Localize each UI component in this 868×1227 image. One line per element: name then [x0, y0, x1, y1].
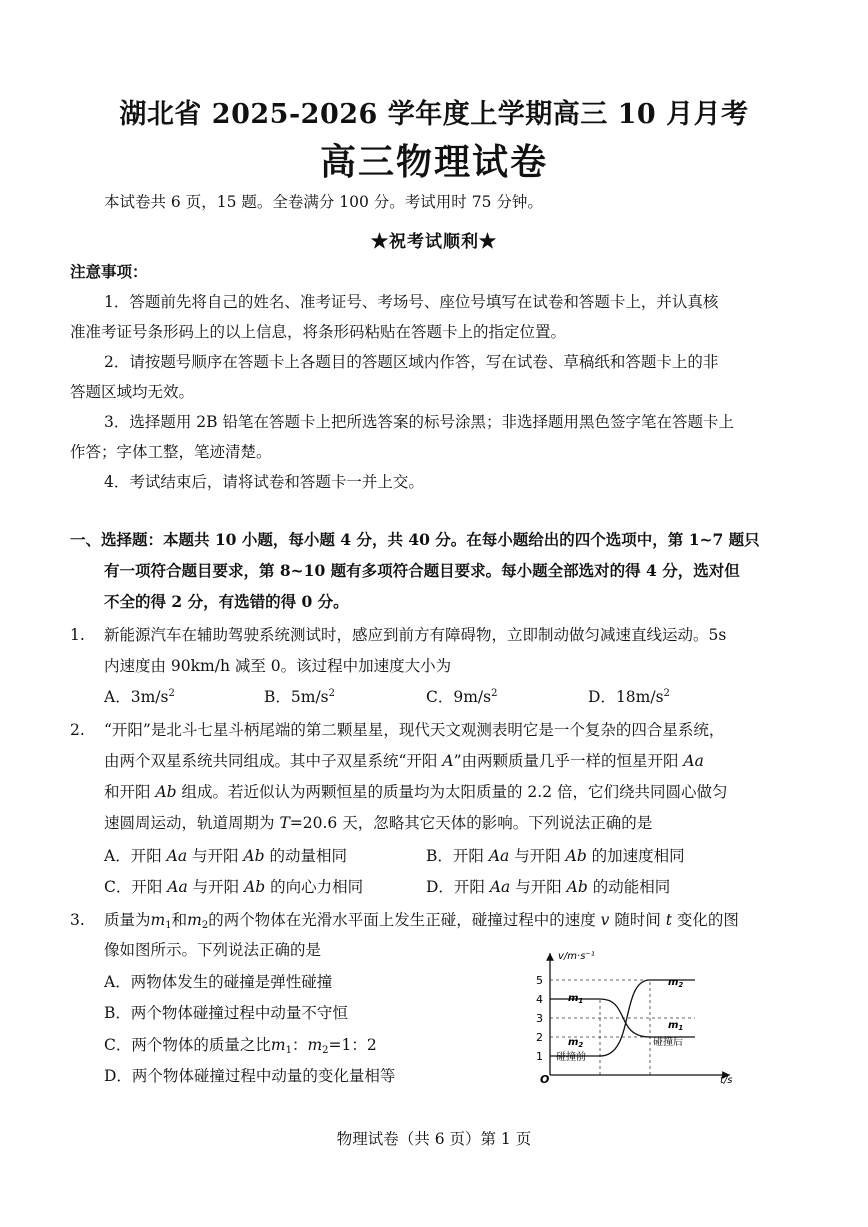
option-d: D．$18m/s^2$: [588, 688, 670, 706]
notice-line: 2．请按题号顺序在答题卡上各题目的答题区域内作答，写在试卷、草稿纸和答题卡上的非: [104, 353, 719, 371]
notice-line: 答题区域均无效。: [70, 383, 195, 401]
question-text: “开阳”是北斗七星斗柄尾端的第二颗星星，现代天文观测表明它是一个复杂的四合星系统，: [104, 721, 725, 739]
notice-line: 准准考证号条形码上的以上信息，将条形码粘贴在答题卡上的指定位置。: [70, 323, 567, 341]
notice-line: 4．考试结束后，请将试卷和答题卡一并上交。: [104, 473, 424, 491]
good-luck-banner: ★祝考试顺利★: [371, 232, 497, 252]
m1-label-before: $m_1$: [568, 993, 584, 1005]
before-collision-label: 碰撞前: [556, 1052, 586, 1063]
y-tick-label: 2: [536, 1031, 543, 1044]
y-tick-label: 4: [536, 993, 543, 1006]
question-number: 1.: [70, 626, 85, 644]
m2-label-before: $m_2$: [568, 1037, 584, 1049]
option-c: C．两个物体的质量之比$m_1$：$m_2=1$：2: [104, 1036, 377, 1056]
question-text: 和开阳 Ab 组成。若近似认为两颗恒星的质量均为太阳质量的 2.2 倍，它们绕共同圆心做匀: [104, 783, 728, 801]
question-text: 由两个双星系统共同组成。其中子双星系统“开阳 A”由两颗质量几乎一样的恒星开阳 Aa: [104, 752, 704, 770]
x-axis-label: t/s: [720, 1075, 733, 1086]
question-text: 像如图所示。下列说法正确的是: [104, 941, 322, 959]
exam-intro: 本试卷共 6 页，15 题。全卷满分 100 分。考试用时 75 分钟。: [104, 193, 543, 211]
notice-line: 3．选择题用 2B 铅笔在答题卡上把所选答案的标号涂黑；非选择题用黑色签字笔在答题卡上: [104, 413, 734, 431]
section-heading: 一、选择题：本题共 10 小题，每小题 4 分，共 40 分。在每小题给出的四个选项中，第 1~7 题只: [70, 530, 760, 549]
origin-label: O: [540, 1073, 550, 1086]
y-tick-label: 1: [536, 1050, 543, 1063]
option-d: D．两个物体碰撞过程中动量的变化量相等: [104, 1067, 396, 1085]
question-number: 2.: [70, 721, 85, 739]
option-d: D．开阳 Aa 与开阳 Ab 的动能相同: [426, 878, 671, 896]
option-c: C．开阳 Aa 与开阳 Ab 的向心力相同: [104, 878, 364, 896]
option-c: C．$9m/s^2$: [426, 688, 498, 706]
notice-line: 1．答题前先将自己的姓名、准考证号、考场号、座位号填写在试卷和答题卡上，并认真核: [104, 293, 719, 311]
option-b: B．两个物体碰撞过程中动量不守恒: [104, 1004, 348, 1022]
notice-line: 作答；字体工整，笔迹清楚。: [70, 443, 272, 461]
option-b: B．开阳 Aa 与开阳 Ab 的加速度相同: [426, 847, 685, 865]
m2-label-after: $m_2$: [668, 977, 684, 989]
m1-label-after: $m_1$: [668, 1020, 684, 1032]
y-tick-label: 5: [536, 974, 543, 987]
exam-title: 湖北省 2025-2026 学年度上学期高三 10 月月考: [119, 99, 749, 130]
paper-title: 高三物理试卷: [319, 141, 548, 183]
question-number: 3.: [70, 911, 85, 929]
question-text: 新能源汽车在辅助驾驶系统测试时，感应到前方有障碍物，立即制动做匀减速直线运动。5s: [104, 626, 727, 644]
question-text: 内速度由 90km/h 减至 0。该过程中加速度大小为: [104, 657, 452, 675]
option-b: B．$5m/s^2$: [264, 688, 336, 706]
section-heading: 有一项符合题目要求，第 8~10 题有多项符合题目要求。每小题全部选对的得 4 分，选对但: [104, 561, 740, 580]
option-a: A．两物体发生的碰撞是弹性碰撞: [104, 973, 333, 991]
question-text: 质量为$m_1$和$m_2$的两个物体在光滑水平面上发生正碰，碰撞过程中的速度 v 随时间 t 变化的图: [104, 911, 739, 931]
y-tick-label: 3: [536, 1012, 543, 1025]
m1-velocity-curve: [550, 999, 695, 1037]
section-heading: 不全的得 2 分，有选错的得 0 分。: [104, 592, 349, 611]
y-axis-label: v/m·s⁻¹: [558, 951, 595, 962]
after-collision-label: 碰撞后: [653, 1037, 683, 1048]
option-a: A．$3m/s^2$: [104, 688, 175, 706]
question-text: 速圆周运动，轨道周期为 T=20.6 天，忽略其它天体的影响。下列说法正确的是: [104, 814, 653, 832]
velocity-time-graph: [520, 945, 750, 1087]
notice-heading: 注意事项：: [70, 262, 148, 281]
page-footer: 物理试卷（共 6 页）第 1 页: [336, 1130, 532, 1148]
option-a: A．开阳 Aa 与开阳 Ab 的动量相同: [104, 847, 347, 865]
